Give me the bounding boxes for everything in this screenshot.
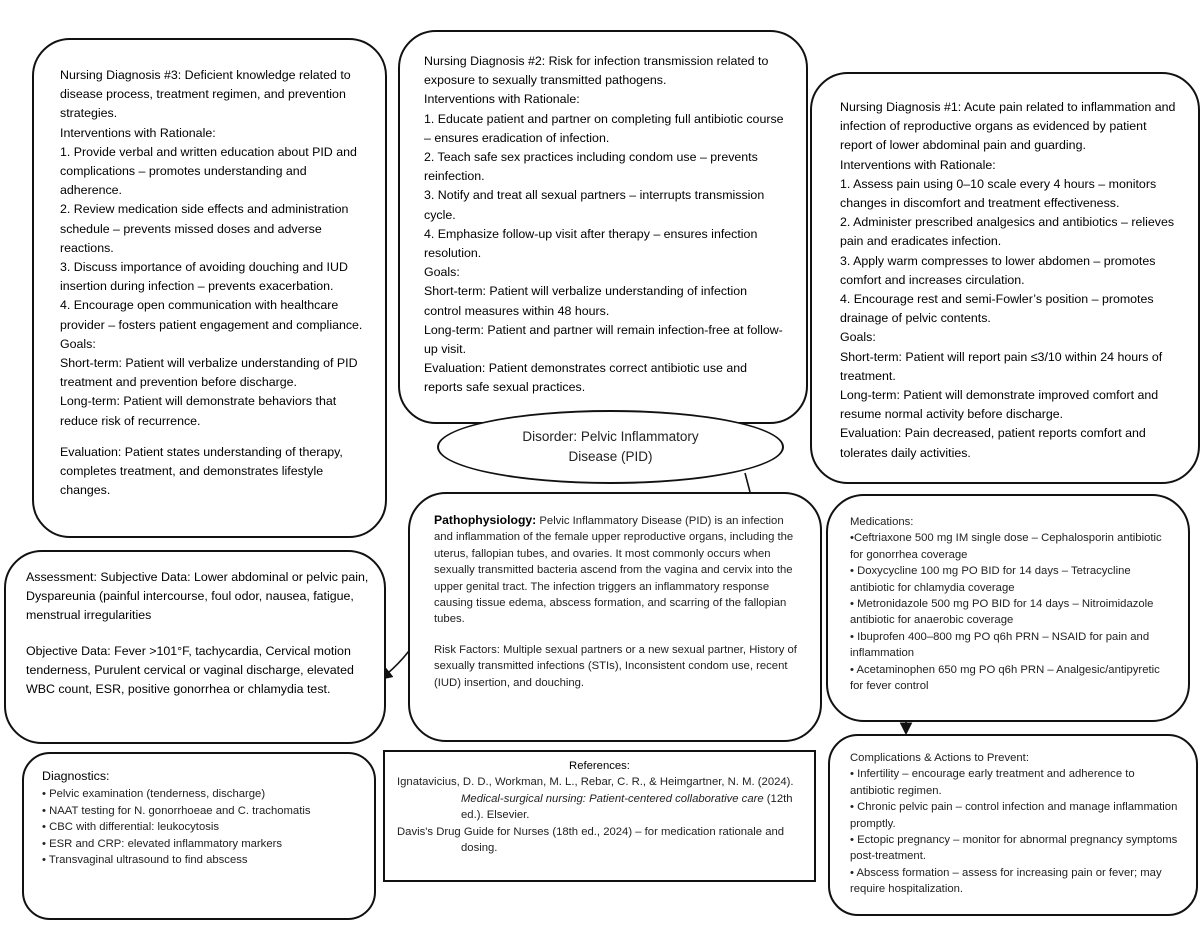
diagnostics-box (22, 752, 376, 920)
reference-1-book-title: Medical-surgical nursing: Patient-centered collaborative care (461, 792, 764, 805)
risk-factors: Risk Factors: Multiple sexual partners or a new sexual partner, History of sexually transmitted infections (STIs), Inconsistent condom use, recent (IUD) insertion, and douching. (434, 643, 797, 689)
references-title: References: (569, 760, 630, 772)
nursing-diagnosis-2-box (398, 30, 808, 424)
nd1-short-term-goal: Short-term: Patient will report pain ≤3/10 within 24 hours of treatment. (840, 349, 1163, 383)
reference-ignatavicius (397, 774, 802, 823)
medication-metronidazole: • Metronidazole 500 mg PO BID for 14 days – Nitroimidazole antibiotic for anaerobic coverage (850, 598, 1154, 627)
nd1-evaluation: Evaluation: Pain decreased, patient reports comfort and tolerates daily activities. (840, 426, 1146, 460)
reference-1-edition: (12th ed.). Elsevier. (461, 792, 793, 822)
nd3-intervention-1: 1. Provide verbal and written education about PID and complications – promotes understanding and adherence. (60, 144, 357, 198)
nd1-intervention-2: 2. Administer prescribed analgesics and antibiotics – relieves pain and eradicates infection. (840, 215, 1175, 249)
pathophysiology-text: Pelvic Inflammatory Disease (PID) is an infection and inflammation of the female upper reproductive organs, including the uterus, fallopian tubes, and ovaries. It most commonly occurs when sexually transmitted bacteria ascend from the vagina and cervix into the upper genital tract. The infection triggers an inflammatory response causing tissue edema, abscess formation, and scarring of the fallopian tubes. (434, 515, 794, 626)
medications-title: Medications: (850, 516, 914, 528)
diagnostic-naat: • NAAT testing for N. gonorrhoeae and C. trachomatis (42, 804, 311, 817)
medication-ceftriaxone: •Ceftriaxone 500 mg IM single dose – Cephalosporin antibiotic for gonorrhea coverage (850, 532, 1162, 561)
medications-box (826, 494, 1190, 722)
pathophysiology-label: Pathophysiology: (434, 513, 537, 527)
medication-doxycycline: • Doxycycline 100 mg PO BID for 14 days – Tetracycline antibiotic for chlamydia coverage (850, 565, 1131, 594)
nd1-intervention-1: 1. Assess pain using 0–10 scale every 4 hours – monitors changes in discomfort and treatment effectiveness. (840, 176, 1157, 211)
nd2-short-term-goal: Short-term: Patient will verbalize understanding of infection control measures within 48 hours. (424, 284, 748, 318)
nd3-interventions-label: Interventions with Rationale: (60, 125, 216, 140)
complication-abscess: • Abscess formation – assess for increasing pain or fever; may require hospitalization. (850, 866, 1162, 896)
diagnostic-ultrasound: • Transvaginal ultrasound to find abscess (42, 854, 248, 867)
complication-chronic-pelvic-pain: • Chronic pelvic pain – control infection and manage inflammation promptly. (850, 801, 1178, 830)
diagnostic-pelvic-exam: • Pelvic examination (tenderness, discharge) (42, 788, 266, 801)
nd2-intervention-4: 4. Emphasize follow-up visit after therapy – ensures infection resolution. (424, 226, 758, 261)
nd1-intervention-3: 3. Apply warm compresses to lower abdomen – promotes comfort and increases circulation. (840, 253, 1156, 287)
nd3-goals-label: Goals: (60, 336, 96, 351)
nd2-intervention-3: 3. Notify and treat all sexual partners – interrupts transmission cycle. (424, 188, 765, 222)
complications-box (828, 734, 1198, 916)
reference-1-authors: Ignatavicius, D. D., Workman, M. L., Rebar, C. R., & Heimgartner, N. M. (2024). (397, 776, 794, 789)
nd1-goals-label: Goals: (840, 330, 876, 345)
nursing-diagnosis-3-box (32, 38, 387, 538)
nd3-short-term-goal: Short-term: Patient will verbalize understanding of PID treatment and prevention before discharge. (60, 356, 358, 390)
nd2-intervention-1: 1. Educate patient and partner on completing full antibiotic course – ensures eradication of infection. (424, 111, 784, 145)
references-box (383, 750, 816, 882)
nd1-title: Nursing Diagnosis #1: Acute pain related to inflammation and infection of reproductive organs as evidenced by patient report of lower abdominal pain and guarding. (840, 100, 1176, 153)
medication-ibuprofen: • Ibuprofen 400–800 mg PO q6h PRN – NSAID for pain and inflammation (850, 630, 1150, 660)
nd2-goals-label: Goals: (424, 265, 460, 280)
nd2-title: Nursing Diagnosis #2: Risk for infection transmission related to exposure to sexually transmitted pathogens. (424, 54, 769, 88)
nd3-intervention-4: 4. Encourage open communication with healthcare provider – fosters patient engagement and compliance. (60, 298, 363, 332)
nursing-diagnosis-1-box (810, 72, 1200, 484)
nd3-intervention-2: 2. Review medication side effects and administration schedule – prevents missed doses and adverse reactions. (60, 202, 349, 255)
nd1-long-term-goal: Long-term: Patient will demonstrate improved comfort and resume normal activity before discharge. (840, 388, 1159, 422)
complication-ectopic-pregnancy: • Ectopic pregnancy – monitor for abnormal pregnancy symptoms post-treatment. (850, 834, 1178, 863)
disorder-ellipse (437, 410, 784, 484)
nd3-long-term-goal: Long-term: Patient will demonstrate behaviors that reduce risk of recurrence. (60, 394, 337, 428)
assessment-objective: Objective Data: Fever >101°F, tachycardia, Cervical motion tenderness, Purulent cervical or vaginal discharge, elevated WBC count, ESR, positive gonorrhea or chlamydia test. (26, 643, 354, 697)
nd1-interventions-label: Interventions with Rationale: (840, 157, 996, 172)
connector-to-pathophysiology (745, 473, 750, 492)
disorder-title-line2: Disease (PID) (568, 449, 653, 464)
nd2-long-term-goal: Long-term: Patient and partner will remain infection-free at follow-up visit. (424, 322, 783, 357)
nd2-interventions-label: Interventions with Rationale: (424, 92, 580, 107)
assessment-subjective: Assessment: Subjective Data: Lower abdominal or pelvic pain, Dyspareunia (painful intercourse, foul odor, nausea, fatigue, menstrual irregularities (26, 570, 369, 623)
complications-title: Complications & Actions to Prevent: (850, 752, 1029, 764)
diagnostics-title: Diagnostics: (42, 769, 110, 783)
nd1-intervention-4: 4. Encourage rest and semi-Fowler’s position – promotes drainage of pelvic contents. (840, 292, 1154, 326)
nd3-evaluation: Evaluation: Patient states understanding of therapy, completes treatment, and demonstrates lifestyle changes. (60, 444, 343, 498)
nd2-intervention-2: 2. Teach safe sex practices including condom use – prevents reinfection. (424, 150, 758, 184)
nd3-title: Nursing Diagnosis #3: Deficient knowledge related to disease process, treatment regimen, and prevention strategies. (60, 68, 351, 121)
pathophysiology-box (408, 492, 822, 742)
medication-acetaminophen: • Acetaminophen 650 mg PO q6h PRN – Analgesic/antipyretic for fever control (850, 663, 1160, 693)
nd3-intervention-3: 3. Discuss importance of avoiding douching and IUD insertion during infection – prevents exacerbation. (60, 260, 348, 294)
nd2-evaluation: Evaluation: Patient demonstrates correct antibiotic use and reports safe sexual practices. (424, 361, 748, 395)
reference-davis-drug-guide: Davis's Drug Guide for Nurses (18th ed., 2024) – for medication rationale and dosing. (397, 825, 785, 855)
diagnostic-cbc: • CBC with differential: leukocytosis (42, 821, 220, 834)
assessment-box (4, 550, 386, 744)
disorder-title-line1: Disorder: Pelvic Inflammatory (522, 429, 699, 444)
diagnostic-esr-crp: • ESR and CRP: elevated inflammatory markers (42, 837, 283, 850)
complication-infertility: • Infertility – encourage early treatment and adherence to antibiotic regimen. (850, 768, 1135, 797)
